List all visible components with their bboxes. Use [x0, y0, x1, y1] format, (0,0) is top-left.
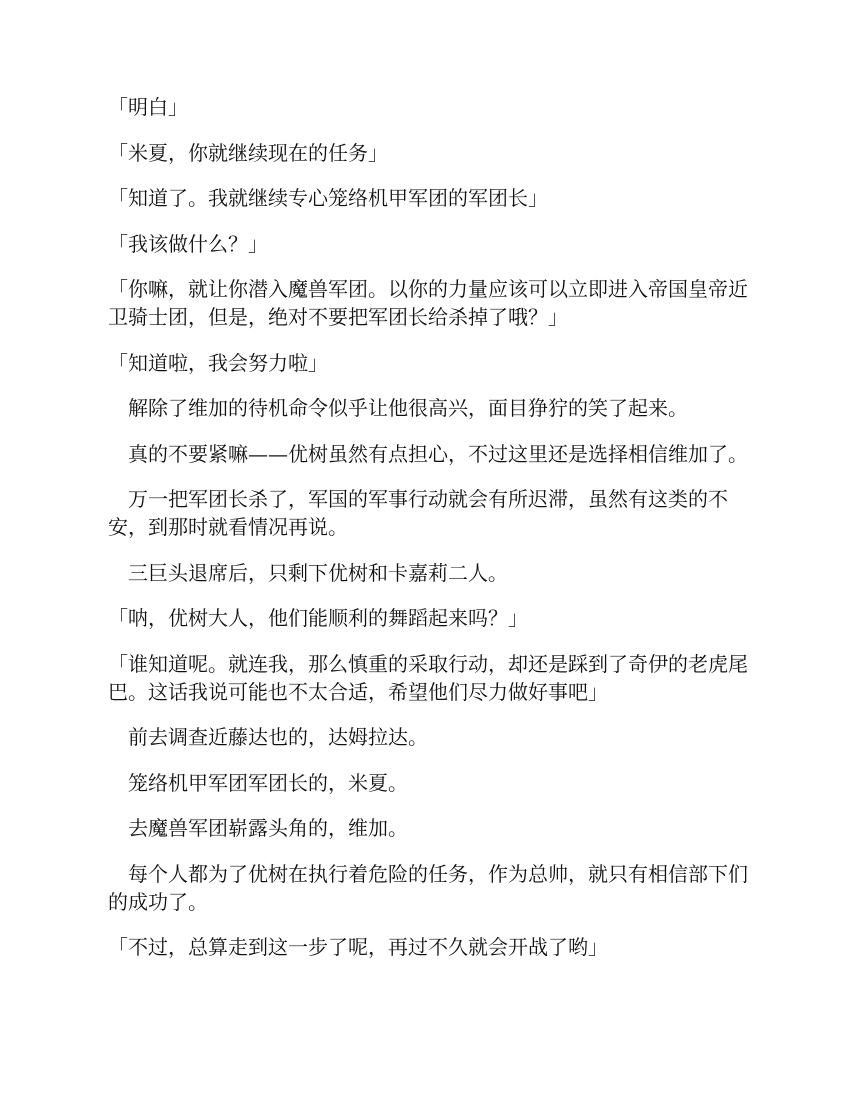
narration-paragraph: 笼络机甲军团军团长的，米夏。	[108, 770, 408, 795]
narration-paragraph: 万一把军团长杀了，军国的军事行动就会有所迟滞，虽然有这类的不安，到那时就看情况再说。	[108, 487, 728, 539]
dialogue-line: 「明白」	[108, 95, 188, 119]
dialogue-line: 「不过，总算走到这一步了呢，再过不久就会开战了哟」	[108, 935, 608, 959]
dialogue-line: 「你嘛，就让你潜入魔兽军团。以你的力量应该可以立即进入帝国皇帝近卫骑士团，但是，绝对不要把军团长给杀掉了哦？」	[108, 277, 748, 329]
dialogue-line: 「知道啦，我会努力啦」	[108, 350, 328, 375]
narration-paragraph: 去魔兽军团崭露头角的，维加。	[108, 816, 408, 840]
dialogue-line: 「谁知道呢。就连我，那么慎重的采取行动，却还是踩到了奇伊的老虎尾巴。这话我说可能也不太合适，希望他们尽力做好事吧」	[108, 651, 748, 704]
dialogue-line: 「我该做什么？」	[108, 231, 268, 256]
narration-paragraph: 每个人都为了优树在执行着危险的任务，作为总帅，就只有相信部下们的成功了。	[108, 861, 748, 914]
narration-paragraph: 解除了维加的待机命令似乎让他很高兴，面目狰狞的笑了起来。	[108, 396, 688, 420]
narration-paragraph: 真的不要紧嘛——优树虽然有点担心，不过这里还是选择相信维加了。	[108, 441, 748, 466]
narration-paragraph: 三巨头退席后，只剩下优树和卡嘉莉二人。	[108, 560, 508, 585]
document-body	[108, 93, 748, 979]
narration-paragraph: 前去调查近藤达也的，达姆拉达。	[108, 725, 428, 749]
dialogue-line: 「知道了。我就继续专心笼络机甲军团的军团长」	[108, 186, 548, 210]
dialogue-line: 「呐，优树大人，他们能顺利的舞蹈起来吗？」	[108, 606, 528, 630]
dialogue-line: 「米夏，你就继续现在的任务」	[108, 140, 388, 165]
